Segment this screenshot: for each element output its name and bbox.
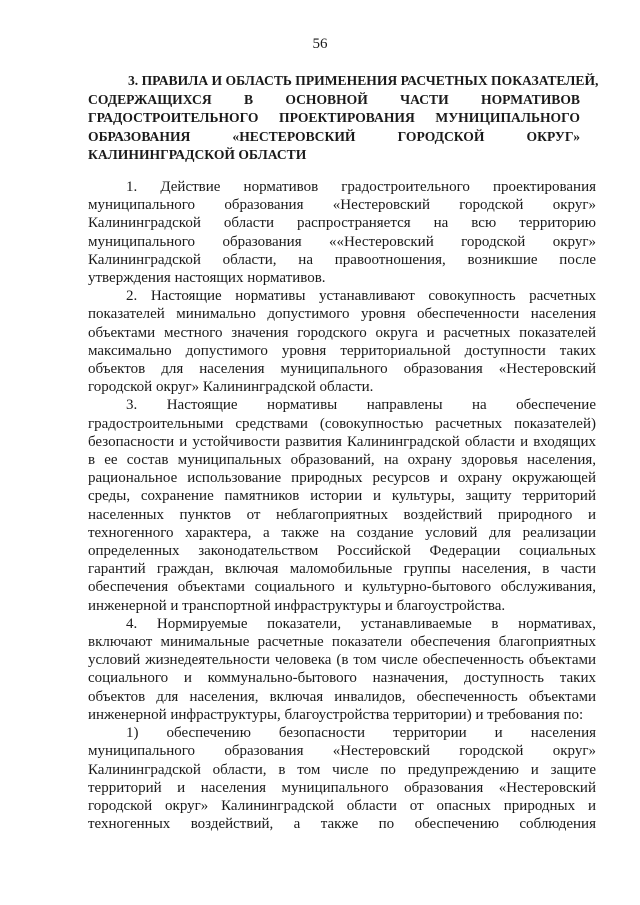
paragraph-4-item-1 (88, 724, 596, 833)
paragraph-line: 1. Действие нормативов градостроительного проектирования (126, 179, 596, 195)
paragraph-line: безопасности и устойчивости развития Калининградской области и входящих (88, 433, 596, 450)
paragraph-1 (88, 178, 596, 287)
paragraph-line: обеспечения объектами социального и культурно-бытового обслуживания, (88, 579, 596, 596)
paragraph-line: максимально допустимого уровня территориальной доступности таких (88, 342, 596, 359)
paragraph-line: городской округ» Калининградской области. (88, 379, 374, 396)
paragraph-line: инженерной инфраструктуры, благоустройства территории) и требования по: (88, 706, 584, 723)
section-heading (88, 72, 599, 165)
paragraph-4 (88, 615, 596, 724)
heading-line: КАЛИНИНГРАДСКОЙ ОБЛАСТИ (88, 147, 307, 162)
paragraph-line: техногенных воздействий, а также по обеспечению соблюдения (88, 816, 596, 833)
paragraph-line: социального и коммунально-бытового назначения, доступность таких (88, 670, 596, 687)
paragraph-line: среды, сохранение памятников истории и культуры, защиту территорий (88, 488, 596, 505)
paragraph-3 (88, 396, 596, 614)
paragraph-line: муниципального образования «Нестеровский городской округ» (88, 197, 596, 214)
paragraph-line: техногенного характера, а также на создание условий для реализации (88, 524, 596, 541)
paragraph-line: в ее состав муниципальных образований, на охрану здоровья населения, (88, 452, 596, 469)
paragraph-line: территорий и населения муниципального образования «Нестеровский (88, 779, 596, 796)
paragraph-line: 2. Настоящие нормативы устанавливают совокупность расчетных (126, 288, 596, 305)
paragraph-line: 3. Настоящие нормативы направлены на обеспечение (126, 397, 596, 414)
paragraph-line: гарантий граждан, включая маломобильные группы населения, в части (88, 561, 596, 578)
paragraph-line: определенных законодательством Российской Федерации социальных (88, 543, 596, 560)
paragraph-line: городской округ» Калининградской области от опасных природных и (88, 797, 596, 814)
paragraph-2 (88, 287, 596, 396)
paragraph-line: инженерной и транспортной инфраструктуры и благоустройства. (88, 597, 506, 614)
paragraph-line: объектов для населения, включая инвалидов, обеспеченность объектами (88, 688, 596, 705)
heading-line: 3. ПРАВИЛА И ОБЛАСТЬ ПРИМЕНЕНИЯ РАСЧЕТНЫХ ПОКАЗАТЕЛЕЙ, (128, 73, 599, 88)
document-body (88, 178, 596, 833)
paragraph-line: условий жизнедеятельности человека (в том числе обеспеченность объектами (88, 652, 596, 669)
heading-line: ОБРАЗОВАНИЯ «НЕСТЕРОВСКИЙ ГОРОДСКОЙ ОКРУГ» (88, 128, 580, 144)
heading-line: ГРАДОСТРОИТЕЛЬНОГО ПРОЕКТИРОВАНИЯ МУНИЦИПАЛЬНОГО (88, 110, 580, 125)
paragraph-line: рациональное использование природных ресурсов и охрану окружающей (88, 470, 596, 487)
paragraph-line: включают минимальные расчетные показатели обеспечения благоприятных (88, 634, 596, 651)
paragraph-line: утверждения настоящих нормативов. (88, 270, 326, 287)
paragraph-line: объектов для населения муниципального образования «Нестеровский (88, 361, 596, 378)
paragraph-line: муниципального образования «Нестеровский городской округ» (88, 743, 596, 760)
paragraph-line: объектами местного значения городского округа и расчетных показателей (88, 324, 596, 341)
paragraph-line: градостроительными средствами (совокупностью расчетных показателей) (88, 415, 596, 432)
paragraph-line: 1) обеспечению безопасности территории и населения (126, 725, 596, 742)
paragraph-line: Калининградской области, в том числе по предупреждению и защите (88, 761, 596, 778)
paragraph-line: муниципального образования ««Нестеровский городской округ» (88, 233, 596, 250)
heading-line: СОДЕРЖАЩИХСЯ В ОСНОВНОЙ ЧАСТИ НОРМАТИВОВ (88, 91, 580, 107)
paragraph-line: 4. Нормируемые показатели, устанавливаемые в нормативах, (126, 615, 596, 632)
paragraph-line: Калининградской области, на правоотношения, возникшие после (88, 251, 596, 268)
paragraph-line: населенных пунктов от неблагоприятных воздействий природного и (88, 506, 596, 523)
page-number: 56 (312, 36, 328, 52)
paragraph-line: показателей минимально допустимого уровня обеспеченности населения (88, 306, 596, 323)
paragraph-line: Калининградской области распространяется на всю территорию (88, 215, 596, 232)
